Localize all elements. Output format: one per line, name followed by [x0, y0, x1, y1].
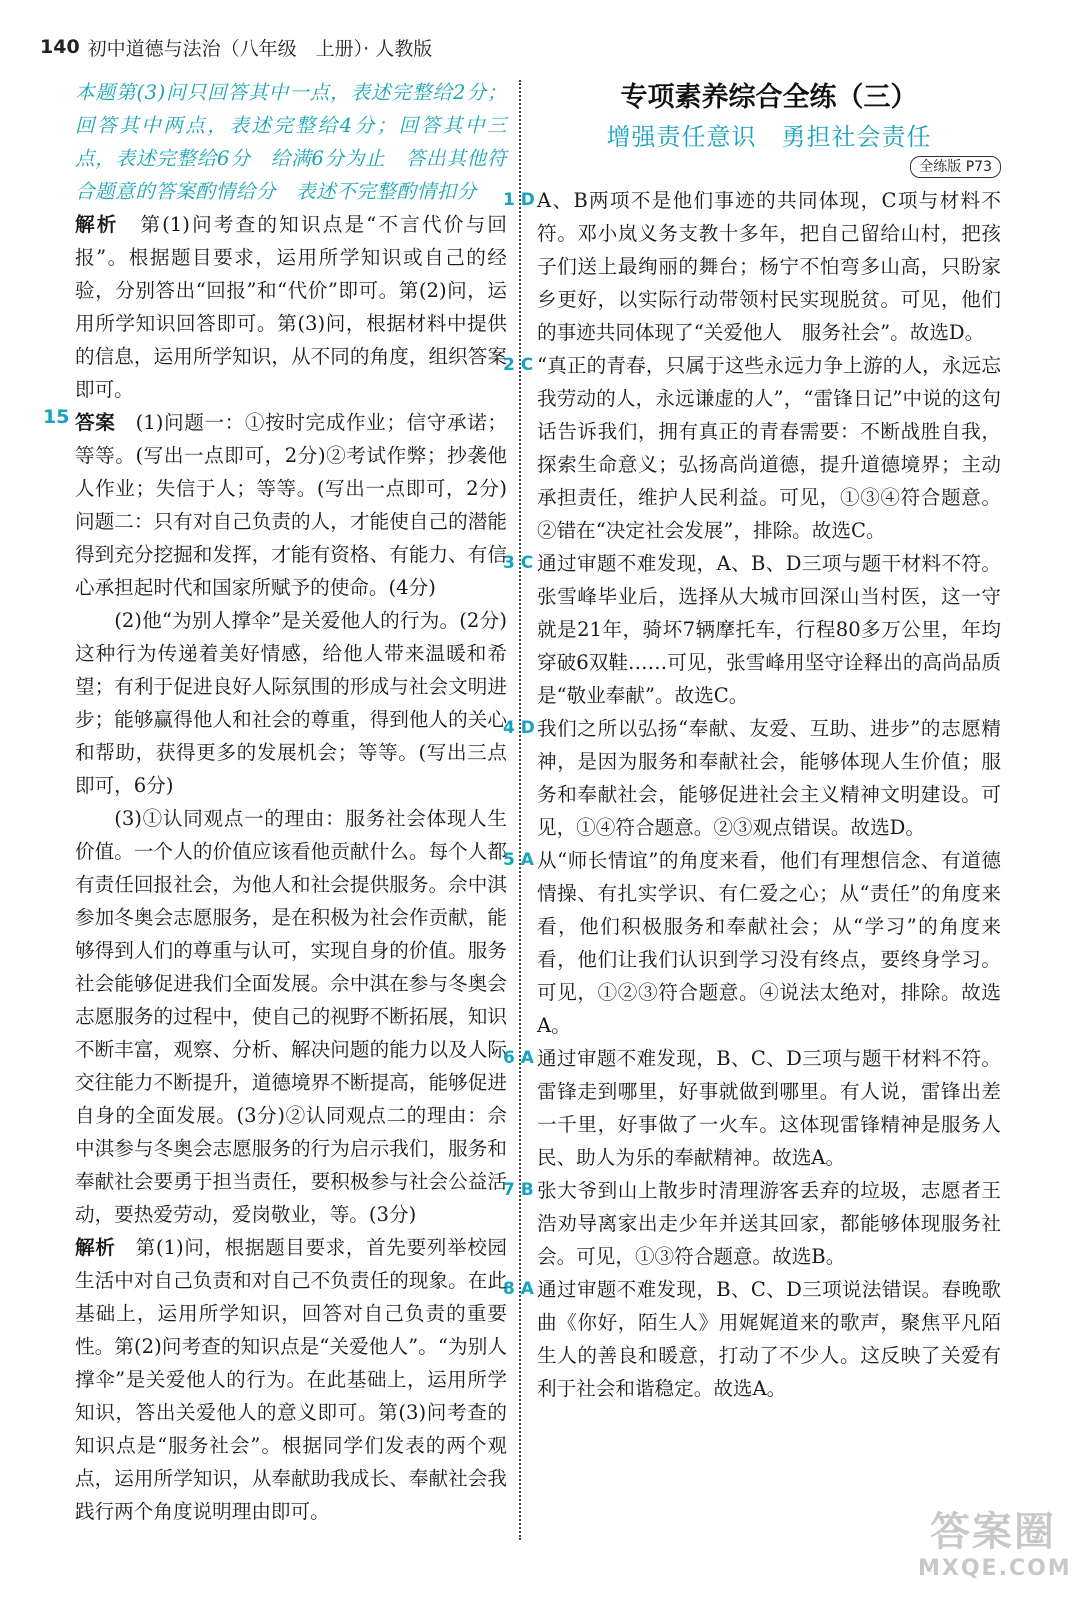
question-number: 15 [43, 406, 70, 428]
analysis-text: 第(1)问考查的知识点是“不言代价与回报”。根据题目要求，运用所学知识或自己的经验，分别答出“回报”和“代价”即可。第(2)问，运用所学知识回答即可。第(3)问，根据材料中提供的信息，运用所学知识，从不同的角度，组织答案即可。 [75, 213, 507, 401]
item-number: 1 D [503, 190, 535, 210]
answer-paragraph-3: (3)①认同观点一的理由：服务社会体现人生价值。一个人的价值应该看他贡献什么。每个人都有责任回报社会，为他人和社会提供服务。佘中淇参加冬奥会志愿服务，是在积极为社会作贡献，能够得到人们的尊重与认可，实现自身的价值。服务社会能够促进我们全面发展。佘中淇在参与冬奥会志愿服务的过程中，使自己的视野不断拓展，知识不断丰富，观察、分析、解决问题的能力以及人际交往能力不断提升，道德境界不断提高，能够促进自身的全面发展。(3分)②认同观点二的理由：佘中淇参与冬奥会志愿服务的行为启示我们，服务和奉献社会要勇于担当责任，要积极参与社会公益活动，要热爱劳动，爱岗敬业，等。(3分) [75, 807, 507, 1226]
tag-row [537, 156, 1001, 184]
analysis-paragraph-1 [75, 208, 507, 406]
item-text: 通过审题不难发现，B、C、D三项说法错误。春晚歌曲《你好，陌生人》用娓娓道来的歌声，聚焦平凡陌生人的善良和暖意，打动了不少人。这反映了关爱有利于社会和谐稳定。故选A。 [537, 1278, 1001, 1400]
item-text: A、B两项不是他们事迹的共同体现，C项与材料不符。邓小岚义务支教十多年，把自己留给山村，把孩子们送上最绚丽的舞台；杨宁不怕弯多山高，只盼家乡更好，以实际行动带领村民实现脱贫。可见，他们的事迹共同体现了“关爱他人 服务社会”。故选D。 [537, 189, 1001, 344]
analysis-text: 第(1)问，根据题目要求，首先要列举校园生活中对自己负责和对自己不负责任的现象。在此基础上，运用所学知识，回答对自己负责的重要性。第(2)问考查的知识点是“关爱他人”。“为别人撑伞”是关爱他人的行为。在此基础上，运用所学知识，答出关爱他人的意义即可。第(3)问考查的知识点是“服务社会”。根据同学们发表的两个观点，运用所学知识，从奉献助我成长、奉献社会我践行两个角度说明理由即可。 [75, 1236, 508, 1523]
book-title: 初中道德与法治（八年级 上册）· 人教版 [87, 37, 433, 60]
item-number: 6 A [503, 1048, 534, 1068]
watermark-text: 答案圈 [930, 1509, 1056, 1555]
answer-item-3 [503, 547, 1001, 712]
item-text: 张大爷到山上散步时清理游客丢弃的垃圾，志愿者王浩劝导离家出走少年并送其回家，都能够体现服务社会。可见，①③符合题意。故选B。 [537, 1179, 1001, 1268]
watermark-logo [918, 1508, 1072, 1588]
item-number: 5 A [503, 850, 534, 870]
item-text: 从“师长情谊”的角度来看，他们有理想信念、有道德情操、有扎实学识、有仁爱之心；从“责任”的角度来看，他们积极服务和奉献社会；从“学习”的角度来看，他们让我们认识到学习没有终点，要终身学习。可见，①②③符合题意。④说法太绝对，排除。故选A。 [537, 849, 1001, 1037]
item-number: 8 A [503, 1279, 534, 1299]
answer-item-4 [503, 712, 1001, 844]
item-number: 4 D [503, 718, 535, 738]
section-subtitle: 增强责任意识 勇担社会责任 [606, 123, 932, 151]
item-text: 我们之所以弘扬“奉献、友爱、互助、进步”的志愿精神，是因为服务和奉献社会，能够体现人生价值；服务和奉献社会，能够促进社会主义精神文明建设。可见，①④符合题意。②③观点错误。故选D。 [537, 717, 1001, 839]
scoring-note: 本题第(3)问只回答其中一点，表述完整给2分；回答其中两点，表述完整给4分；回答其中三点，表述完整给6分 给满6分为止 答出其他符合题意的答案酌情给分 表述不完整酌情扣分 [75, 81, 507, 203]
watermark-url: MXQE.COM [918, 1556, 1072, 1581]
answer-item-5 [503, 844, 1001, 1042]
analysis-label: 解析 [75, 213, 119, 236]
item-number: 3 C [503, 553, 534, 573]
analysis-paragraph-2 [75, 1231, 507, 1528]
question-15 [43, 406, 508, 1528]
answer-paragraph-1 [75, 406, 507, 604]
answer-item-8 [503, 1273, 1001, 1405]
reference-tag: 全练版 P73 [910, 156, 1001, 178]
answer-item-2 [503, 349, 1001, 547]
answer-label: 答案 [75, 411, 116, 434]
answer-text-1: (1)问题一：①按时完成作业；信守承诺；等等。(写出一点即可，2分)②考试作弊；抄袭他人作业；失信于人；等等。(写出一点即可，2分)问题二：只有对自己负责的人，才能使自己的潜能得到充分挖掘和发挥，才能有资格、有能力、有信心承担起时代和国家所赋予的使命。(4分) [75, 411, 508, 599]
answer-item-6 [503, 1042, 1001, 1174]
analysis-label: 解析 [75, 1236, 116, 1259]
page-number: 140 [40, 36, 80, 58]
page-header [40, 30, 1038, 64]
section-title: 专项素养综合全练（三） [620, 82, 918, 113]
item-number: 7 B [503, 1180, 534, 1200]
answer-item-1 [503, 184, 1001, 349]
right-column [503, 76, 1001, 1405]
answer-item-7 [503, 1174, 1001, 1273]
answer-paragraph-2: (2)他“为别人撑伞”是关爱他人的行为。(2分)这种行为传递着美好情感，给他人带来温暖和希望；有利于促进良好人际氛围的形成与社会文明进步；能够赢得他人和社会的尊重，得到他人的关心和帮助，获得更多的发展机会；等等。(写出三点即可，6分) [75, 609, 507, 797]
item-text: “真正的青春，只属于这些永远力争上游的人，永远忘我劳动的人，永远谦虚的人”，“雷锋日记”中说的这句话告诉我们，拥有真正的青春需要：不断战胜自我，探索生命意义；弘扬高尚道德，提升道德境界；主动承担责任，维护人民利益。可见，①③④符合题意。②错在“决定社会发展”，排除。故选C。 [537, 354, 1001, 542]
left-column [43, 76, 508, 1528]
item-text: 通过审题不难发现，A、B、D三项与题干材料不符。张雪峰毕业后，选择从大城市回深山当村医，这一守就是21年，骑坏7辆摩托车，行程80多万公里，年均穿破6双鞋……可见，张雪峰用坚守诠释出的高尚品质是“敬业奉献”。故选C。 [537, 552, 1001, 707]
column-divider [519, 80, 521, 1540]
item-number: 2 C [503, 355, 534, 375]
item-text: 通过审题不难发现，B、C、D三项与题干材料不符。雷锋走到哪里，好事就做到哪里。有人说，雷锋出差一千里，好事做了一火车。这体现雷锋精神是服务人民、助人为乐的奉献精神。故选A。 [537, 1047, 1001, 1169]
